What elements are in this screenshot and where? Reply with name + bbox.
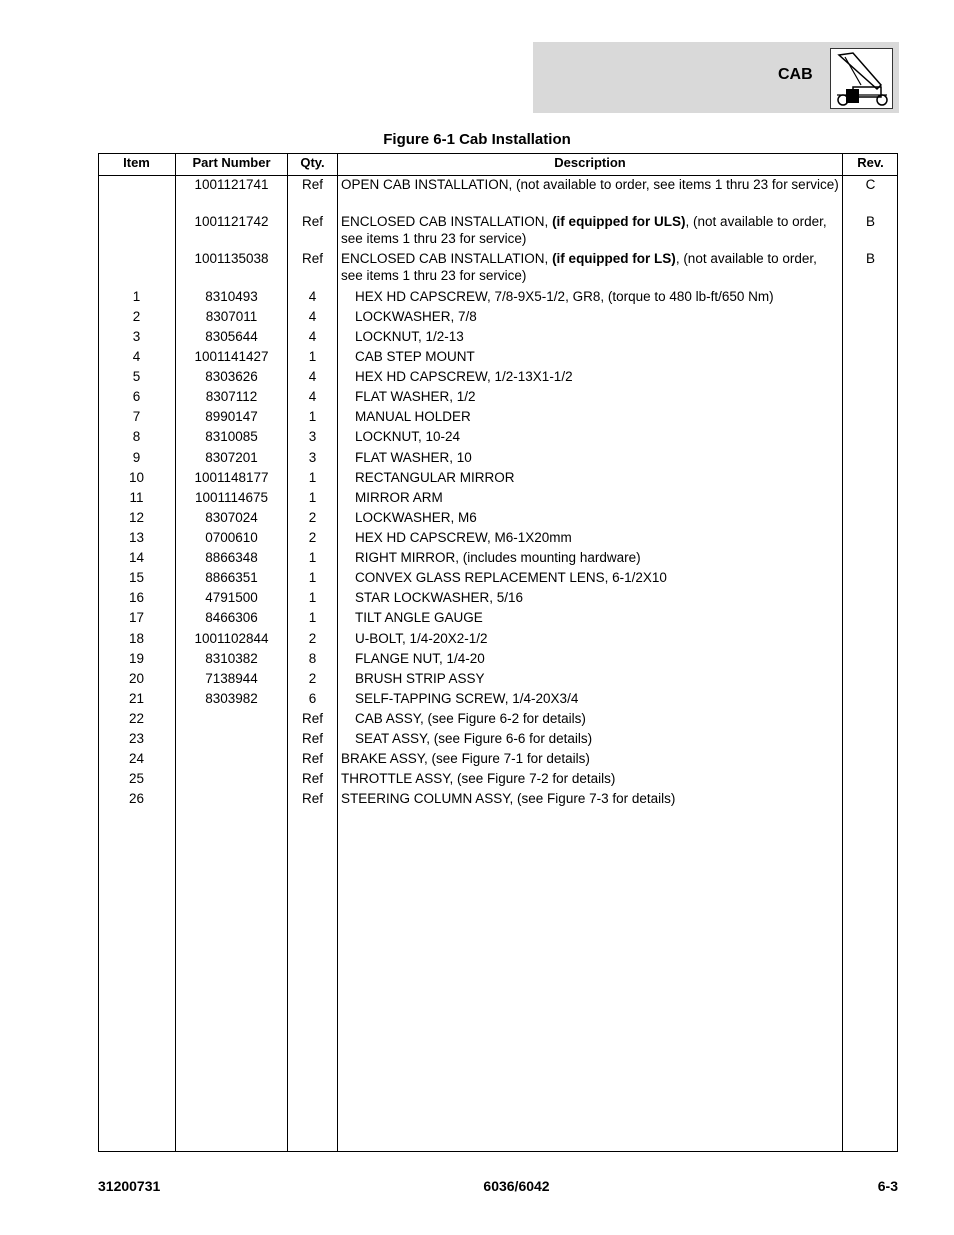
- description-text: SEAT ASSY, (see Figure 6-6 for details): [355, 731, 593, 746]
- row-item-number: 3: [132, 329, 141, 344]
- row-revision: B: [865, 214, 875, 229]
- row-quantity: 1: [308, 409, 317, 424]
- description-text: MANUAL HOLDER: [355, 409, 471, 424]
- row-description: [341, 790, 839, 807]
- footer-doc-number: 31200731: [98, 1178, 161, 1194]
- row-quantity: 2: [308, 530, 317, 545]
- row-part-number: 8307112: [205, 389, 258, 404]
- row-item-number: 8: [132, 429, 141, 444]
- row-description: [355, 408, 839, 425]
- row-quantity: 4: [308, 289, 317, 304]
- description-text-cont: , (not available to order, see items 1 thru 23 for service): [341, 251, 817, 283]
- row-item-number: 9: [132, 450, 141, 465]
- row-description: [341, 176, 839, 193]
- figure-title: Figure 6-1 Cab Installation: [383, 131, 571, 148]
- row-description: [355, 428, 839, 445]
- row-item-number: 23: [128, 731, 145, 746]
- row-part-number: 8310493: [205, 289, 258, 304]
- description-text-cont: , (not available to order, see items 1 thru 23 for service): [341, 214, 827, 246]
- row-quantity: Ref: [301, 214, 323, 229]
- row-quantity: 4: [308, 369, 317, 384]
- description-text: SELF-TAPPING SCREW, 1/4-20X3/4: [355, 691, 579, 706]
- description-text: HEX HD CAPSCREW, M6-1X20mm: [355, 530, 572, 545]
- row-description: [355, 630, 839, 647]
- row-item-number: 15: [128, 570, 145, 585]
- row-part-number: 8303982: [205, 691, 258, 706]
- description-condition: (if equipped for ULS): [552, 214, 686, 229]
- description-text: FLAT WASHER, 1/2: [355, 389, 476, 404]
- row-quantity: 1: [308, 610, 317, 625]
- column-header-item: Item: [123, 155, 150, 170]
- row-quantity: Ref: [301, 177, 323, 192]
- row-quantity: 1: [308, 490, 317, 505]
- row-item-number: 11: [129, 490, 144, 505]
- row-description: [355, 710, 839, 727]
- row-quantity: Ref: [301, 711, 323, 726]
- row-description: [355, 569, 839, 586]
- row-description: [355, 589, 839, 606]
- row-item-number: 13: [128, 530, 145, 545]
- row-quantity: 4: [308, 329, 317, 344]
- row-part-number: 1001114675: [194, 490, 269, 505]
- row-part-number: 7138944: [205, 671, 258, 686]
- row-quantity: Ref: [301, 731, 323, 746]
- column-header-rev: Rev.: [857, 155, 884, 170]
- description-text: CONVEX GLASS REPLACEMENT LENS, 6-1/2X10: [355, 570, 667, 585]
- column-divider: [842, 153, 843, 1152]
- row-part-number: 8866351: [205, 570, 258, 585]
- description-text: HEX HD CAPSCREW, 7/8-9X5-1/2, GR8, (torque to 480 lb-ft/650 Nm): [355, 289, 774, 304]
- row-description: [355, 469, 839, 486]
- description-text: ENCLOSED CAB INSTALLATION,: [341, 214, 553, 229]
- row-quantity: Ref: [301, 251, 323, 266]
- row-description: [355, 650, 839, 667]
- row-part-number: 1001121742: [194, 214, 269, 229]
- row-item-number: 2: [132, 309, 141, 324]
- description-text: BRUSH STRIP ASSY: [355, 671, 485, 686]
- description-text: THROTTLE ASSY, (see Figure 7-2 for details): [341, 771, 616, 786]
- row-part-number: 1001148177: [194, 470, 269, 485]
- footer-model: 6036/6042: [483, 1178, 550, 1194]
- row-quantity: 2: [308, 671, 317, 686]
- row-item-number: 17: [128, 610, 145, 625]
- row-part-number: 1001102844: [194, 631, 269, 646]
- row-quantity: 1: [308, 550, 317, 565]
- row-description: [355, 509, 839, 526]
- row-part-number: 1001121741: [194, 177, 269, 192]
- row-item-number: 7: [132, 409, 141, 424]
- row-item-number: 1: [132, 289, 141, 304]
- row-quantity: 4: [308, 309, 317, 324]
- row-part-number: 8990147: [205, 409, 258, 424]
- row-quantity: 2: [308, 631, 317, 646]
- row-description: [355, 348, 839, 365]
- description-text: MIRROR ARM: [355, 490, 443, 505]
- row-description: [355, 449, 839, 466]
- description-text: CAB ASSY, (see Figure 6-2 for details): [355, 711, 586, 726]
- row-revision: C: [865, 177, 876, 192]
- row-item-number: 24: [128, 751, 145, 766]
- column-header-qty: Qty.: [300, 155, 325, 170]
- row-description: [341, 250, 839, 284]
- row-item-number: 18: [128, 631, 145, 646]
- description-text: LOCKNUT, 10-24: [355, 429, 461, 444]
- row-part-number: 4791500: [205, 590, 258, 605]
- description-text: HEX HD CAPSCREW, 1/2-13X1-1/2: [355, 369, 573, 384]
- row-description: [341, 213, 839, 247]
- row-quantity: 3: [308, 429, 317, 444]
- row-description: [341, 770, 839, 787]
- column-header-part-number: Part Number: [192, 155, 271, 170]
- description-text: LOCKNUT, 1/2-13: [355, 329, 464, 344]
- section-title: CAB: [778, 66, 813, 83]
- row-quantity: Ref: [301, 791, 323, 806]
- row-item-number: 14: [128, 550, 145, 565]
- description-text: U-BOLT, 1/4-20X2-1/2: [355, 631, 488, 646]
- row-description: [355, 730, 839, 747]
- row-revision: B: [865, 251, 875, 266]
- row-item-number: 5: [132, 369, 141, 384]
- row-part-number: 0700610: [205, 530, 258, 545]
- row-part-number: 8307011: [205, 309, 258, 324]
- row-item-number: 19: [128, 651, 145, 666]
- description-text: STEERING COLUMN ASSY, (see Figure 7-3 for details): [341, 791, 676, 806]
- row-quantity: 1: [308, 470, 317, 485]
- row-item-number: 21: [128, 691, 145, 706]
- row-part-number: 8310085: [205, 429, 258, 444]
- description-text: RIGHT MIRROR, (includes mounting hardware): [355, 550, 641, 565]
- row-quantity: Ref: [301, 771, 323, 786]
- row-description: [355, 328, 839, 345]
- row-quantity: Ref: [301, 751, 323, 766]
- description-text: BRAKE ASSY, (see Figure 7-1 for details): [341, 751, 590, 766]
- description-condition: (if equipped for LS): [552, 251, 676, 266]
- row-part-number: 8310382: [205, 651, 258, 666]
- row-part-number: 8466306: [205, 610, 258, 625]
- description-text: ENCLOSED CAB INSTALLATION,: [341, 251, 553, 266]
- row-quantity: 1: [308, 590, 317, 605]
- row-quantity: 1: [308, 570, 317, 585]
- column-divider: [337, 153, 338, 1152]
- row-part-number: 8866348: [205, 550, 258, 565]
- row-quantity: 2: [308, 510, 317, 525]
- description-text: RECTANGULAR MIRROR: [355, 470, 515, 485]
- row-quantity: 3: [308, 450, 317, 465]
- description-text: LOCKWASHER, M6: [355, 510, 477, 525]
- row-item-number: 16: [128, 590, 145, 605]
- row-item-number: 20: [128, 671, 145, 686]
- row-description: [355, 288, 839, 305]
- row-item-number: 12: [128, 510, 145, 525]
- description-text: LOCKWASHER, 7/8: [355, 309, 477, 324]
- row-item-number: 26: [128, 791, 145, 806]
- row-item-number: 6: [132, 389, 141, 404]
- row-description: [355, 388, 839, 405]
- row-item-number: 25: [128, 771, 145, 786]
- row-item-number: 22: [128, 711, 145, 726]
- cab-seat-icon: [830, 48, 893, 109]
- row-description: [355, 609, 839, 626]
- row-quantity: 6: [308, 691, 317, 706]
- row-part-number: 8303626: [205, 369, 258, 384]
- description-text: FLANGE NUT, 1/4-20: [355, 651, 485, 666]
- description-text: CAB STEP MOUNT: [355, 349, 475, 364]
- row-description: [355, 308, 839, 325]
- row-quantity: 4: [308, 389, 317, 404]
- description-text: STAR LOCKWASHER, 5/16: [355, 590, 524, 605]
- column-header-description: Description: [554, 155, 626, 170]
- description-text: OPEN CAB INSTALLATION, (not available to order, see items 1 thru 23 for service): [341, 177, 839, 192]
- description-text: TILT ANGLE GAUGE: [355, 610, 483, 625]
- row-part-number: 1001135038: [194, 251, 269, 266]
- row-part-number: 8307201: [205, 450, 258, 465]
- footer-page-number: 6-3: [877, 1178, 898, 1194]
- row-item-number: 4: [132, 349, 141, 364]
- row-part-number: 1001141427: [194, 349, 269, 364]
- row-part-number: 8307024: [205, 510, 258, 525]
- row-description: [355, 670, 839, 687]
- row-description: [355, 529, 839, 546]
- row-description: [355, 368, 839, 385]
- row-description: [355, 549, 839, 566]
- row-quantity: 8: [308, 651, 317, 666]
- row-description: [355, 690, 839, 707]
- description-text: FLAT WASHER, 10: [355, 450, 472, 465]
- row-item-number: 10: [128, 470, 145, 485]
- row-description: [355, 489, 839, 506]
- row-part-number: 8305644: [205, 329, 258, 344]
- row-quantity: 1: [308, 349, 317, 364]
- row-description: [341, 750, 839, 767]
